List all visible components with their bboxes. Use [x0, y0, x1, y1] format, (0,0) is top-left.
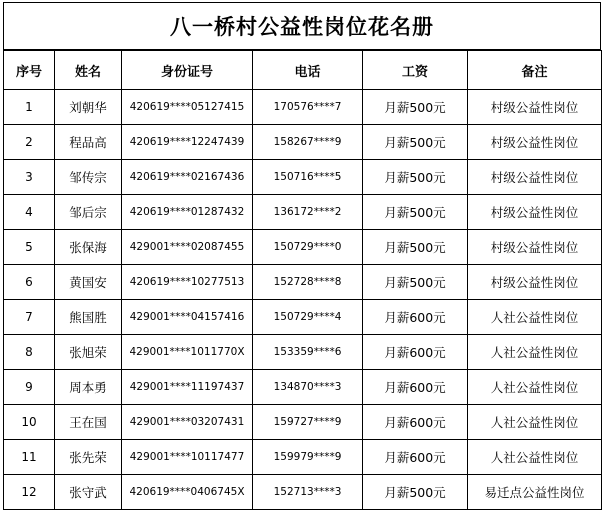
cell-id: 429001****11197437 [122, 370, 253, 405]
cell-salary: 月薪500元 [363, 265, 468, 300]
cell-id: 429001****03207431 [122, 405, 253, 440]
cell-no: 11 [4, 440, 55, 475]
cell-no: 10 [4, 405, 55, 440]
cell-salary: 月薪600元 [363, 405, 468, 440]
cell-no: 12 [4, 475, 55, 510]
cell-salary: 月薪600元 [363, 300, 468, 335]
cell-id: 420619****02167436 [122, 160, 253, 195]
header-note: 备注 [468, 51, 602, 90]
cell-no: 3 [4, 160, 55, 195]
cell-salary: 月薪500元 [363, 125, 468, 160]
cell-id: 420619****01287432 [122, 195, 253, 230]
cell-no: 4 [4, 195, 55, 230]
table-row [4, 475, 602, 510]
cell-name: 熊国胜 [55, 300, 122, 335]
cell-name: 张保海 [55, 230, 122, 265]
cell-note: 村级公益性岗位 [468, 230, 602, 265]
cell-no: 8 [4, 335, 55, 370]
cell-name: 程品高 [55, 125, 122, 160]
cell-phone: 159979****9 [253, 440, 363, 475]
cell-note: 村级公益性岗位 [468, 125, 602, 160]
cell-name: 邹后宗 [55, 195, 122, 230]
table-row [4, 230, 602, 265]
cell-phone: 150716****5 [253, 160, 363, 195]
cell-phone: 159727****9 [253, 405, 363, 440]
header-phone: 电话 [253, 51, 363, 90]
cell-note: 人社公益性岗位 [468, 335, 602, 370]
cell-no: 9 [4, 370, 55, 405]
cell-name: 张旭荣 [55, 335, 122, 370]
cell-phone: 153359****6 [253, 335, 363, 370]
table-row [4, 195, 602, 230]
cell-name: 周本勇 [55, 370, 122, 405]
cell-salary: 月薪600元 [363, 440, 468, 475]
cell-name: 黄国安 [55, 265, 122, 300]
cell-phone: 134870****3 [253, 370, 363, 405]
cell-no: 7 [4, 300, 55, 335]
cell-phone: 152728****8 [253, 265, 363, 300]
header-no: 序号 [4, 51, 55, 90]
cell-salary: 月薪500元 [363, 195, 468, 230]
cell-no: 5 [4, 230, 55, 265]
table-row [4, 370, 602, 405]
cell-no: 2 [4, 125, 55, 160]
table-row [4, 335, 602, 370]
header-row [4, 51, 602, 90]
cell-salary: 月薪500元 [363, 230, 468, 265]
cell-salary: 月薪500元 [363, 475, 468, 510]
cell-phone: 150729****4 [253, 300, 363, 335]
cell-name: 刘朝华 [55, 90, 122, 125]
roster-table [3, 50, 602, 510]
cell-note: 村级公益性岗位 [468, 265, 602, 300]
table-row [4, 90, 602, 125]
cell-id: 420619****05127415 [122, 90, 253, 125]
cell-phone: 152713****3 [253, 475, 363, 510]
cell-id: 420619****12247439 [122, 125, 253, 160]
cell-salary: 月薪500元 [363, 160, 468, 195]
cell-phone: 158267****9 [253, 125, 363, 160]
cell-note: 村级公益性岗位 [468, 195, 602, 230]
cell-salary: 月薪600元 [363, 335, 468, 370]
cell-no: 1 [4, 90, 55, 125]
table-row [4, 160, 602, 195]
page-title: 八一桥村公益性岗位花名册 [3, 2, 601, 50]
cell-name: 张守武 [55, 475, 122, 510]
cell-name: 王在国 [55, 405, 122, 440]
table-row [4, 405, 602, 440]
cell-id: 429001****02087455 [122, 230, 253, 265]
cell-note: 人社公益性岗位 [468, 405, 602, 440]
header-id: 身份证号 [122, 51, 253, 90]
cell-phone: 136172****2 [253, 195, 363, 230]
cell-name: 张先荣 [55, 440, 122, 475]
cell-name: 邹传宗 [55, 160, 122, 195]
cell-note: 人社公益性岗位 [468, 440, 602, 475]
cell-note: 村级公益性岗位 [468, 90, 602, 125]
cell-note: 易迁点公益性岗位 [468, 475, 602, 510]
table-row [4, 265, 602, 300]
header-name: 姓名 [55, 51, 122, 90]
cell-phone: 170576****7 [253, 90, 363, 125]
cell-id: 429001****04157416 [122, 300, 253, 335]
cell-id: 429001****10117477 [122, 440, 253, 475]
cell-id: 420619****10277513 [122, 265, 253, 300]
table-row [4, 440, 602, 475]
cell-note: 村级公益性岗位 [468, 160, 602, 195]
cell-id: 420619****0406745X [122, 475, 253, 510]
cell-phone: 150729****0 [253, 230, 363, 265]
cell-note: 人社公益性岗位 [468, 370, 602, 405]
cell-no: 6 [4, 265, 55, 300]
table-row [4, 300, 602, 335]
cell-salary: 月薪600元 [363, 370, 468, 405]
cell-note: 人社公益性岗位 [468, 300, 602, 335]
table-row [4, 125, 602, 160]
header-salary: 工资 [363, 51, 468, 90]
cell-salary: 月薪500元 [363, 90, 468, 125]
cell-id: 429001****1011770X [122, 335, 253, 370]
